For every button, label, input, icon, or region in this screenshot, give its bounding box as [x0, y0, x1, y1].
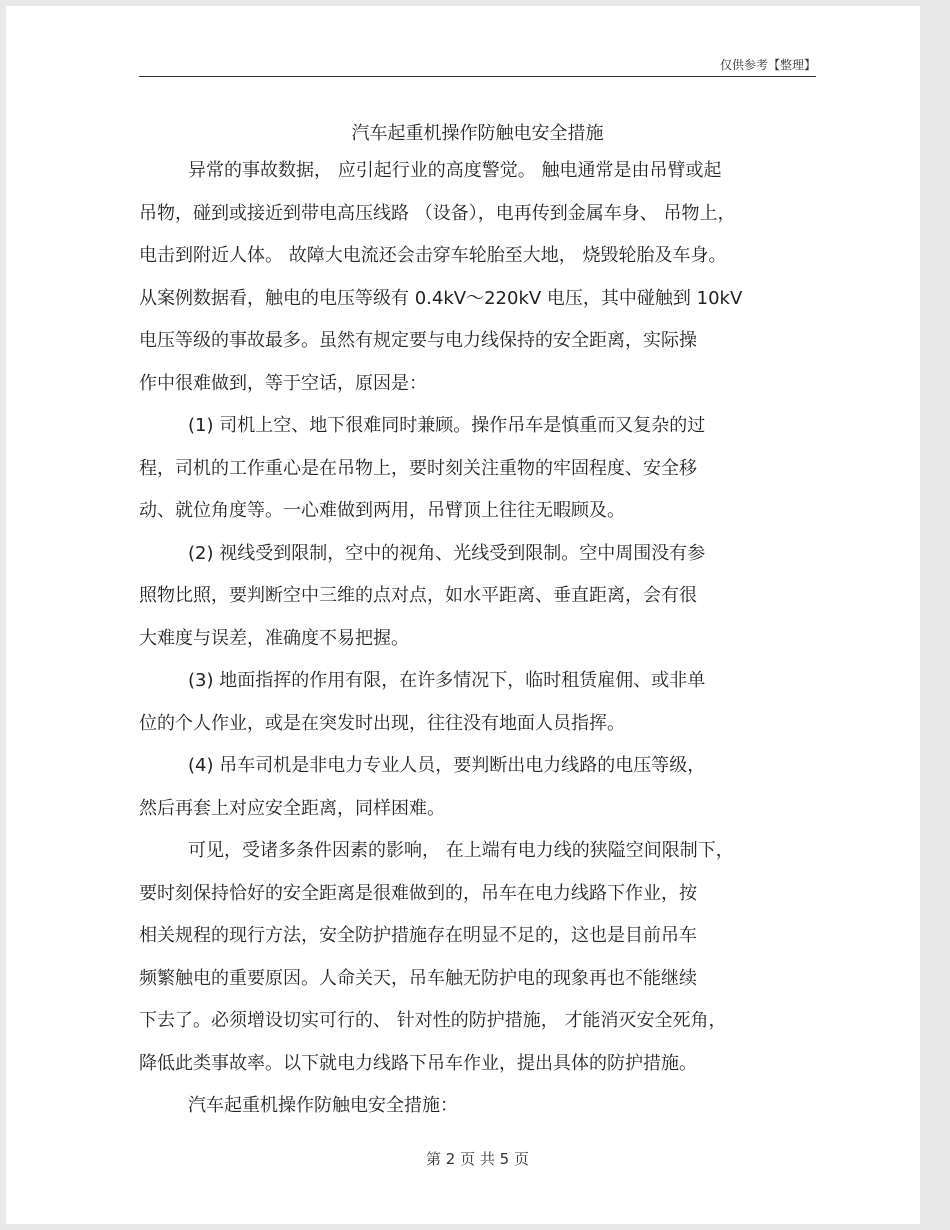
text-line: 要时刻保持恰好的安全距离是很难做到的，吊车在电力线路下作业，按: [139, 882, 697, 904]
text-line: 下去了。必须增设切实可行的、 针对性的防护措施， 才能消灭安全死角，: [139, 1010, 727, 1031]
text-line: (2) 视线受到限制，空中的视角、光线受到限制。空中周围没有参: [188, 542, 706, 564]
header-divider: [139, 76, 816, 77]
text-line: (1) 司机上空、地下很难同时兼顾。操作吊车是慎重而又复杂的过: [188, 415, 706, 436]
text-line: 电击到附近人体。 故障大电流还会击穿车轮胎至大地， 烧毁轮胎及车身。: [139, 245, 727, 266]
text-line: 程，司机的工作重心是在吊物上，要时刻关注重物的牢固程度、安全移: [139, 457, 697, 479]
document-page: [6, 6, 920, 1224]
text-line: 电压等级的事故最多。虽然有规定要与电力线保持的安全距离，实际操: [139, 330, 697, 351]
text-line: 相关规程的现行方法，安全防护措施存在明显不足的，这也是目前吊车: [139, 925, 697, 946]
body-text: [139, 156, 839, 1134]
text-line: 吊物，碰到或接近到带电高压线路 （设备），电再传到金属车身、 吊物上，: [139, 202, 736, 224]
text-line: 从案例数据看，触电的电压等级有 0.4kV～220kV 电压，其中碰触到 10kV: [139, 287, 743, 309]
page-footer: 第 2 页 共 5 页: [426, 1150, 529, 1168]
document-title: 汽车起重机操作防触电安全措施: [351, 123, 604, 144]
text-line: 照物比照，要判断空中三维的点对点，如水平距离、垂直距离，会有很: [139, 585, 697, 606]
text-line: 异常的事故数据， 应引起行业的高度警觉。 触电通常是由吊臂或起: [188, 160, 722, 181]
text-line: (3) 地面指挥的作用有限，在许多情况下，临时租赁雇佣、或非单: [188, 670, 706, 691]
text-line: 作中很难做到，等于空话，原因是：: [139, 372, 427, 394]
text-line: 汽车起重机操作防触电安全措施：: [188, 1095, 458, 1116]
text-line: 降低此类事故率。以下就电力线路下吊车作业，提出具体的防护措施。: [139, 1052, 697, 1074]
text-line: 位的个人作业，或是在突发时出现，往往没有地面人员指挥。: [139, 712, 625, 734]
text-line: 然后再套上对应安全距离，同样困难。: [139, 797, 445, 819]
text-line: 动、就位角度等。一心难做到两用，吊臂顶上往往无暇顾及。: [139, 500, 625, 521]
text-line: 可见，受诸多条件因素的影响， 在上端有电力线的狭隘空间限制下，: [188, 840, 734, 861]
text-line: (4) 吊车司机是非电力专业人员，要判断出电力线路的电压等级，: [188, 755, 706, 776]
page-header: 仅供参考【整理】: [719, 58, 816, 72]
text-line: 频繁触电的重要原因。人命关天，吊车触无防护电的现象再也不能继续: [139, 967, 697, 989]
text-line: 大难度与误差，准确度不易把握。: [139, 627, 409, 649]
